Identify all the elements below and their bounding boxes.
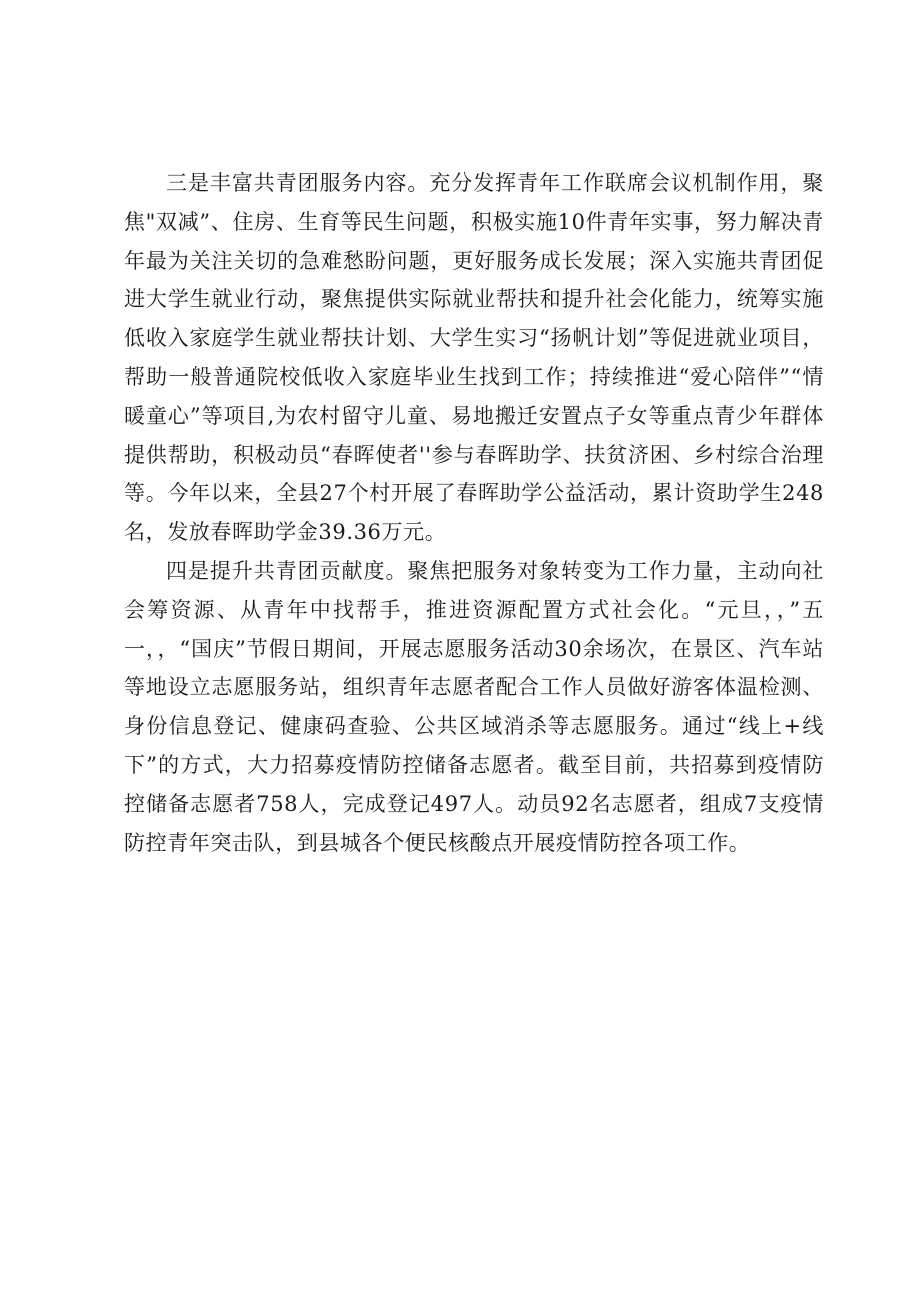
- document-body: [124, 164, 824, 862]
- paragraph-service-content: 三是丰富共青团服务内容。充分发挥青年工作联席会议机制作用，聚焦"双减”、住房、生育等民生问题，积极实施10件青年实事，努力解决青年最为关注关切的急难愁盼问题，更好服务成长发展；深入实施共青团促进大学生就业行动，聚焦提供实际就业帮扶和提升社会化能力，统筹实施低收入家庭学生就业帮扶计划、大学生实习“扬帆计划”等促进就业项目，帮助一般普通院校低收入家庭毕业生找到工作；持续推进“爱心陪伴”“情暖童心”等项目,为农村留守儿童、易地搬迁安置点子女等重点青少年群体提供帮助，积极动员“春晖使者''参与春晖助学、扶贫济困、乡村综合治理等。今年以来，全县27个村开展了春晖助学公益活动，累计资助学生248名，发放春晖助学金39.36万元。: [124, 171, 824, 545]
- paragraph-contribution: 四是提升共青团贡献度。聚焦把服务对象转变为工作力量，主动向社会筹资源、从青年中找帮手，推进资源配置方式社会化。“元旦，，”五一，，“国庆”节假日期间，开展志愿服务活动30余场次，在景区、汽车站等地设立志愿服务站，组织青年志愿者配合工作人员做好游客体温检测、身份信息登记、健康码查验、公共区域消杀等志愿服务。通过“线上+线下”的方式，大力招募疫情防控储备志愿者。截至目前，共招募到疫情防控储备志愿者758人，完成登记497人。动员92名志愿者，组成7支疫情防控青年突击队，到县城各个便民核酸点开展疫情防控各项工作。: [124, 558, 824, 855]
